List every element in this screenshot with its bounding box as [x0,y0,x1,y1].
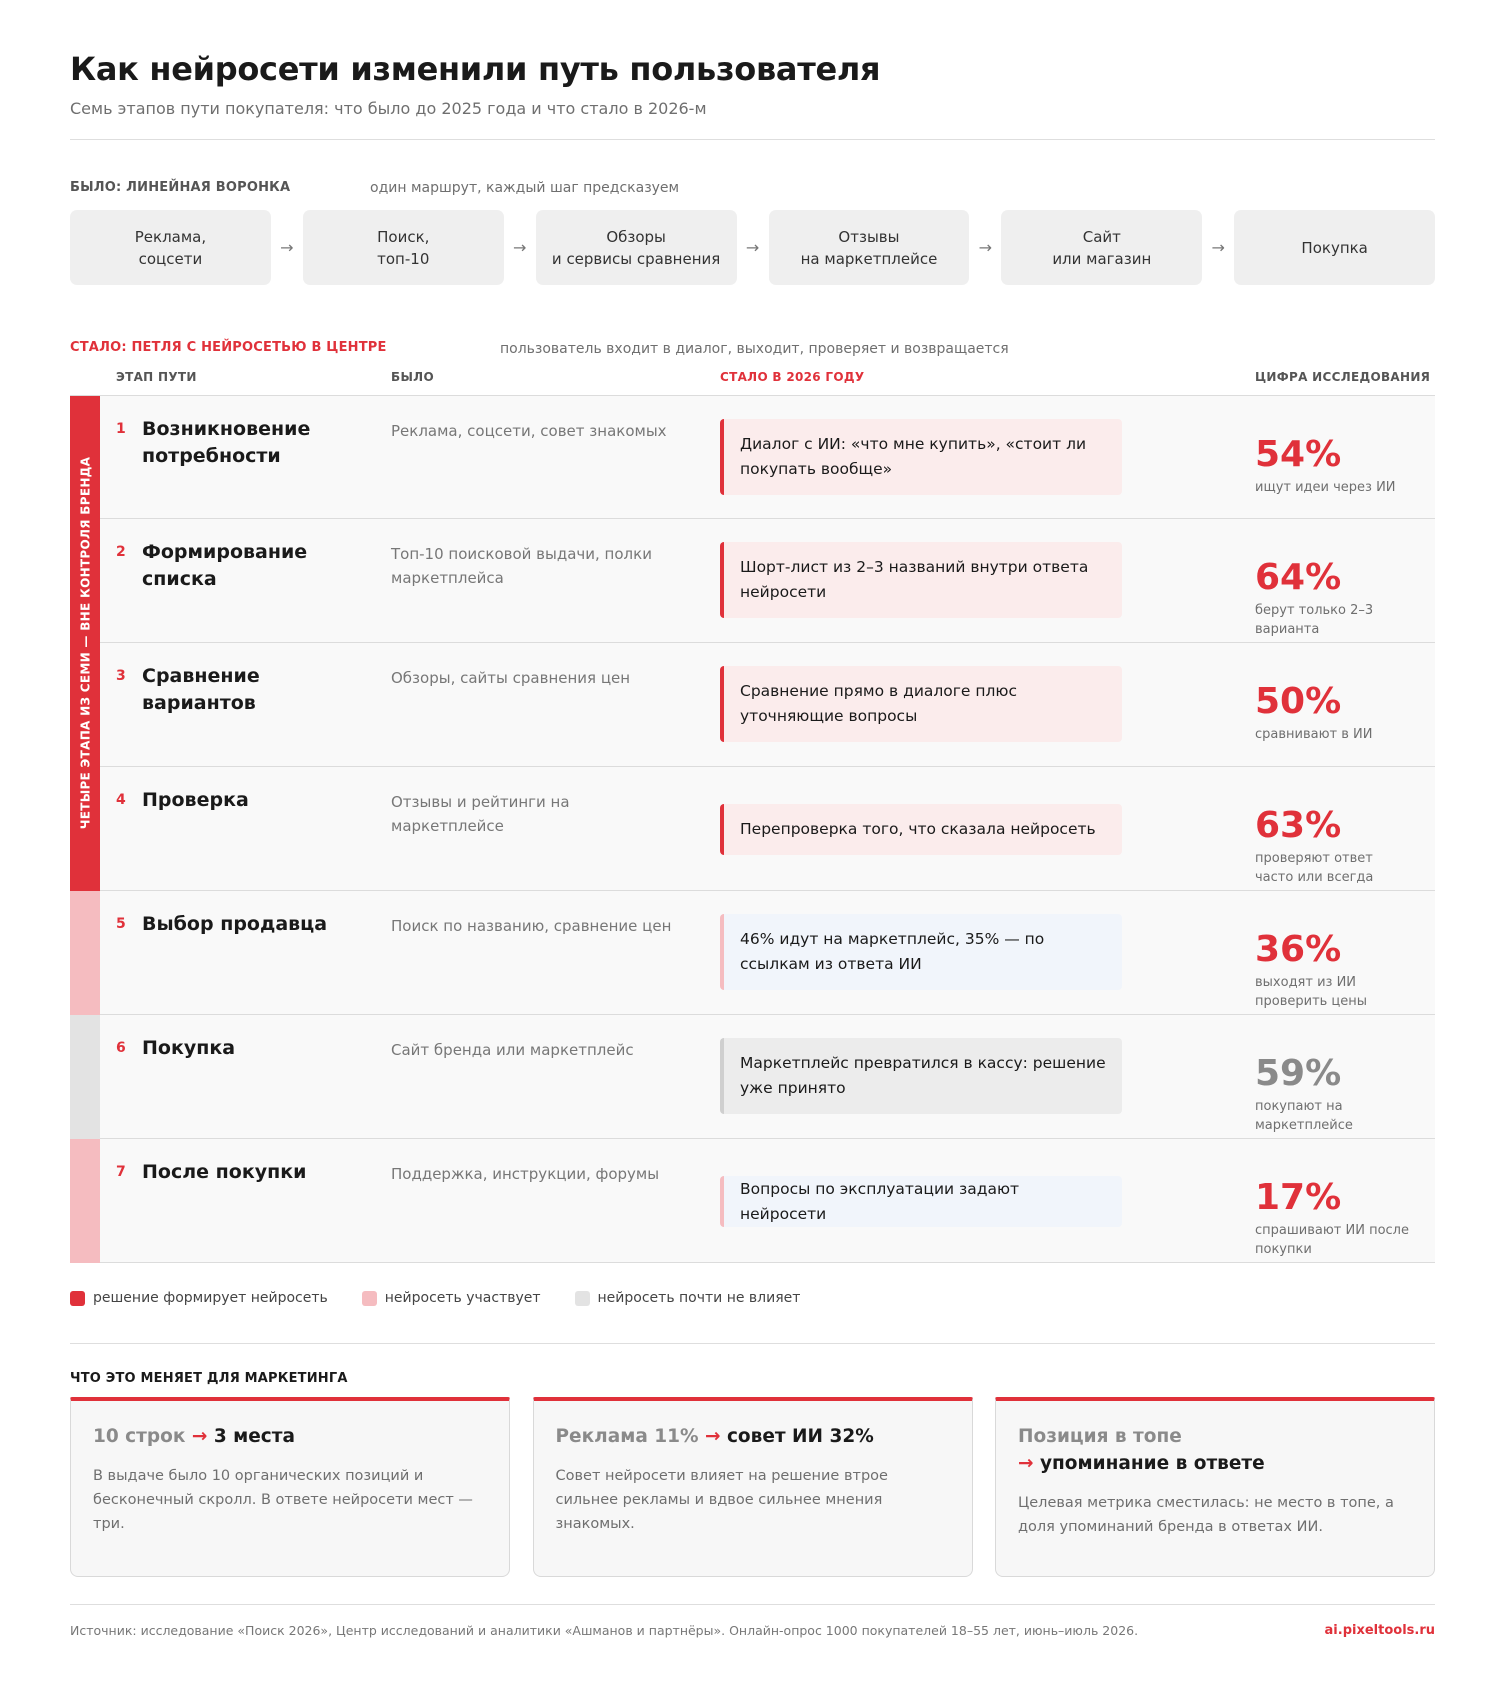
card-title [556,1423,950,1450]
stage-was: Поддержка, инструкции, форумы [391,1165,660,1183]
legend-label: решение формирует нейросеть [93,1290,328,1306]
stage-name: Выбор продавца [142,913,328,935]
funnel-label: БЫЛО: ЛИНЕЙНАЯ ВОРОНКА [70,180,291,195]
stage-was: Сайт бренда или маркетплейс [391,1041,634,1059]
funnel-step: Покупка [1234,210,1435,285]
stage-was: Реклама, соцсети, совет знакомых [391,422,667,440]
stage-number: 4 [116,792,126,808]
legend-label: нейросеть почти не влияет [597,1290,801,1306]
stage-now: Сравнение прямо в диалоге плюс уточняющие вопросы [720,666,1122,742]
stage-name: Формирование списка [142,541,308,590]
card-from: 10 строк [93,1426,186,1447]
col-stage: ЭТАП ПУТИ [116,370,197,384]
stage-name: Возникновение потребности [142,418,311,467]
table-row [70,1139,1435,1263]
source-note: Источник: исследование «Поиск 2026», Центр исследований и аналитики «Ашманов и партнёры». Онлайн-опрос 1000 покупателей 18–55 лет, июнь–июль 2026. [70,1623,1139,1638]
funnel [70,210,1435,285]
legend-label: нейросеть участвует [384,1290,541,1306]
stage-number: 3 [116,668,126,684]
marketing-card [995,1397,1435,1577]
vertical-label-text: ЧЕТЫРЕ ЭТАПА ИЗ СЕМИ — ВНЕ КОНТРОЛЯ БРЕНДА [78,456,92,830]
legend-swatch [362,1291,377,1306]
stage-percent: 63% [1255,805,1342,846]
legend-swatch [575,1291,590,1306]
page-subtitle: Семь этапов пути покупателя: что было до 2025 года и что стало в 2026-м [70,99,707,118]
card-text: Целевая метрика сместилась: не место в топе, а доля упоминаний бренда в ответах ИИ. [1018,1495,1394,1535]
card-from: Реклама 11% [555,1426,699,1447]
level-stripe [70,891,100,1015]
funnel-step: Реклама, соцсети [70,210,271,285]
stage-number: 2 [116,544,126,560]
arrow-right-icon: → [978,238,993,257]
stage-percent: 54% [1255,434,1342,475]
card-title [93,1423,487,1450]
divider [70,1604,1435,1605]
stage-percent: 17% [1255,1177,1342,1218]
legend-item [362,1290,541,1306]
table-row [70,395,1435,519]
stage-percent: 64% [1255,557,1342,598]
stage-percent-desc: проверяют ответ часто или всегда [1255,851,1374,885]
marketing-card [70,1397,510,1577]
stage-percent: 50% [1255,681,1342,722]
legend-item [575,1290,801,1306]
brand-control-label [70,395,100,891]
col-now: СТАЛО В 2026 ГОДУ [720,370,865,384]
col-figure: ЦИФРА ИССЛЕДОВАНИЯ [1255,370,1431,384]
table-row [70,1015,1435,1139]
arrow-right-icon: → [280,238,294,257]
stage-was: Отзывы и рейтинги на маркетплейсе [391,793,570,835]
stage-percent: 59% [1255,1053,1342,1094]
card-to: упоминание в ответе [1039,1453,1265,1474]
card-text: В выдаче было 10 органических позиций и бесконечный скролл. В ответе нейросети мест — три. [93,1468,473,1532]
card-from: Позиция в топе [1018,1426,1182,1447]
loop-label: СТАЛО: ПЕТЛЯ С НЕЙРОСЕТЬЮ В ЦЕНТРЕ [70,340,387,355]
funnel-step: Поиск, топ-10 [303,210,504,285]
stage-was: Поиск по названию, сравнение цен [391,917,672,935]
funnel-step: Сайт или магазин [1001,210,1202,285]
legend-item [70,1290,328,1306]
site-link[interactable]: ai.pixeltools.ru [1324,1623,1435,1638]
divider [70,139,1435,140]
stage-was: Топ-10 поисковой выдачи, полки маркетплейса [391,545,652,587]
card-to: 3 места [213,1426,295,1447]
table-row [70,767,1435,891]
table-row [70,643,1435,767]
stage-was: Обзоры, сайты сравнения цен [391,669,631,687]
stage-now: Маркетплейс превратился в кассу: решение уже принято [720,1038,1122,1114]
arrow-right-icon: → [1211,238,1225,257]
card-title [1018,1423,1412,1477]
funnel-step: Отзывы на маркетплейсе [769,210,970,285]
legend-swatch [70,1291,85,1306]
marketing-cards [70,1397,1435,1577]
stage-number: 1 [116,421,126,437]
card-text: Совет нейросети влияет на решение втрое сильнее рекламы и вдвое сильнее мнения знакомых. [555,1468,888,1532]
stage-percent-desc: выходят из ИИ проверить цены [1255,975,1368,1009]
stage-now: Вопросы по эксплуатации задают нейросети [720,1176,1122,1227]
stage-now: Диалог с ИИ: «что мне купить», «стоит ли покупать вообще» [720,419,1122,495]
stage-number: 7 [116,1164,126,1180]
stage-percent-desc: сравнивают в ИИ [1255,727,1373,742]
level-stripe [70,1015,100,1139]
arrow-right-icon: → [191,1426,208,1447]
funnel-step: Обзоры и сервисы сравнения [536,210,737,285]
col-was: БЫЛО [391,370,434,384]
legend [70,1290,834,1306]
stage-name: После покупки [142,1161,307,1183]
arrow-right-icon: → [512,238,527,257]
stage-now: 46% идут на маркетплейс, 35% — по ссылкам из ответа ИИ [720,914,1122,990]
arrow-right-icon: → [1018,1453,1034,1474]
loop-note: пользователь входит в диалог, выходит, проверяет и возвращается [500,341,1009,357]
page-title: Как нейросети изменили путь пользователя [70,50,881,88]
card-to: совет ИИ 32% [726,1426,874,1447]
stage-now: Шорт-лист из 2–3 названий внутри ответа нейросети [720,542,1122,618]
stage-now: Перепроверка того, что сказала нейросеть [720,804,1122,855]
stages-table [70,395,1435,1263]
table-row [70,519,1435,643]
stage-name: Сравнение вариантов [142,665,260,714]
stage-percent-desc: берут только 2–3 варианта [1255,603,1374,637]
stage-name: Покупка [142,1037,236,1059]
stage-number: 6 [116,1040,126,1056]
stage-number: 5 [116,916,126,932]
funnel-note: один маршрут, каждый шаг предсказуем [370,180,680,196]
stage-percent-desc: спрашивают ИИ после покупки [1255,1223,1409,1257]
level-stripe [70,1139,100,1263]
arrow-right-icon: → [704,1426,721,1447]
stage-percent-desc: ищут идеи через ИИ [1255,480,1396,495]
stage-percent: 36% [1255,929,1342,970]
arrow-right-icon: → [745,238,760,257]
stage-percent-desc: покупают на маркетплейсе [1255,1099,1353,1133]
table-row [70,891,1435,1015]
marketing-label: ЧТО ЭТО МЕНЯЕТ ДЛЯ МАРКЕТИНГА [70,1371,348,1386]
table-header [70,370,1435,395]
marketing-card [533,1397,973,1577]
stage-name: Проверка [142,789,249,811]
divider [70,1343,1435,1344]
